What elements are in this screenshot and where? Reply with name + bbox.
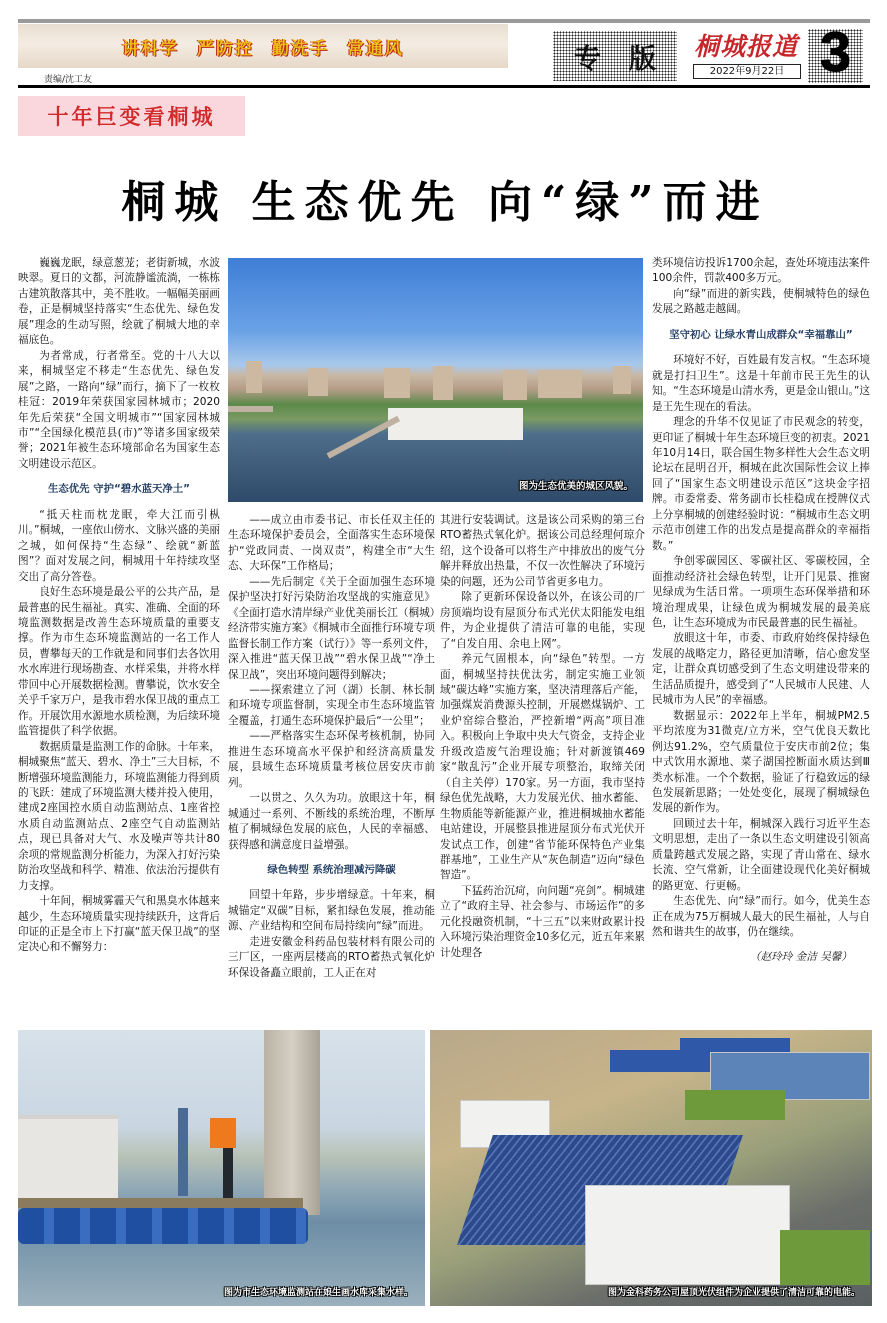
article-paragraph: 良好生态环境是最公平的公共产品，是最普惠的民生福祉。真实、准确、全面的环境监测数据是改善生态环境质量的重要支撑。作为市生态环境监测站的一名工作人员，曹攀每天的工作就是和同事们去各饮用水水库进行现场勘查、水样采集，并将水样带回中心开展数据检测。曹攀说，饮水安全关乎千家万户，是我市碧水保卫战的重点工作。开展饮用水源地水质检测，为后续环境监管提供了科学依据。 <box>18 586 220 738</box>
article-paragraph: ——先后制定《关于全面加强生态环境保护坚决打好污染防治攻坚战的实施意见》《全面打造水清岸绿产业优美丽长江（桐城）经济带实施方案》《桐城市全面推行环境专项监督长制工作方案（试行）》等一系列文件，深入推进“蓝天保卫战”“碧水保卫战”“净土保卫战”，突出环境问题得到解决； <box>228 575 435 681</box>
slogan-text: 讲科学 严防控 勤洗手 常通风 <box>122 38 404 59</box>
section-subheading: 生态优先 守护“碧水蓝天净土” <box>48 483 190 496</box>
author-byline: （赵玲玲 金洁 吴馨） <box>749 951 852 964</box>
article-paragraph: 十年间，桐城雾霾天气和黑臭水体越来越少，生态环境质量实现持续跃升，这背后印证的正是全市上下打赢“蓝天保卫战”的坚定决心和不懈努力： <box>18 895 220 954</box>
article-column-3 <box>440 513 645 961</box>
headline: 桐城 生态优先 向“绿”而进 <box>121 177 769 228</box>
article-paragraph: 为者常成，行者常至。党的十八大以来，桐城坚定不移走“生态优先、绿色发展”之路，一路向“绿”而行，摘下了一枚枚桂冠：2019年荣获国家园林城市；2020年先后荣获“全国文明城市”“国家园林城市”“全国绿化模范县(市)”等诸多国家级荣誉；2021年被生态环境部命名为国家生态文明建设示范区。 <box>18 349 220 470</box>
top-rule <box>18 19 870 23</box>
newspaper-logo: 桐城报道 <box>693 32 798 61</box>
article-paragraph: 养元气固根本，向“绿色”转型。一方面，桐城坚持扶优汰劣，制定实施工业领域“碳达峰”实施方案，坚决清理落后产能，加强煤炭消费源头控制，开展燃煤锅炉、工业炉窑综合整治，严控新增“两高”项目准入。积极向上争取中央大气资金，支持企业升级改造废气治理设施；针对新渡镇469家“散乱污”企业开展专项整治，取缔关闭（自主关停）170家。另一方面，我市坚持绿色优先战略，大力发展光伏、抽水蓄能、生物质能等新能源产业，推进桐城抽水蓄能电站建设，开展整县推进屋顶分布式光伏开发试点工作，创建“省节能环保特色产业集群基地”，工业生产从“灰色制造”迈向“绿色智造”。 <box>440 653 645 882</box>
city-photo <box>228 258 643 502</box>
article-paragraph: 一以贯之、久久为功。放眼这十年，桐城通过一系列、不断线的系统治理，不断厚植了桐城绿色发展的底色，人民的幸福感、获得感和满意度日益增强。 <box>228 792 435 851</box>
article-paragraph: 除了更新环保设备以外，在该公司的厂房顶端均设有屋顶分布式光伏太阳能发电组件，为企业提供了清洁可靠的电能，实现了“自发自用、余电上网”。 <box>440 591 645 650</box>
section-char-1: 专 <box>574 43 601 75</box>
article-paragraph: 下猛药治沉疴，向问题“亮剑”。桐城建立了“政府主导、社会参与、市场运作”的多元化投融资机制，“十三五”以来财政累计投入环境污染治理资金10多亿元，近五年来累计处理各 <box>440 884 645 959</box>
section-char-2: 版 <box>629 43 656 75</box>
water-sampling-photo <box>18 1030 425 1306</box>
section-subheading: 坚守初心 让绿水青山成群众“幸福靠山” <box>669 328 853 341</box>
page-number: 3 <box>819 20 852 83</box>
article-paragraph: 放眼这十年，市委、市政府始终保持绿色发展的战略定力，路径更加清晰，信心愈发坚定，让群众真切感受到了生态文明建设带来的生活品质提升，感受到了“人民城市人民建、人民城市为人民”的幸福感。 <box>652 632 870 707</box>
article-paragraph: ——探索建立了河（湖）长制、林长制和环境专项监督制，实现全市生态环境监管全覆盖，打通生态环境保护最后“一公里”； <box>228 683 435 727</box>
section-label <box>553 31 677 81</box>
article-column-2 <box>228 513 435 981</box>
factory-photo <box>430 1030 872 1306</box>
article-paragraph: 向“绿”而进的新实践，使桐城特色的绿色发展之路越走越阔。 <box>652 287 870 316</box>
article-paragraph: 数据质量是监测工作的命脉。十年来，桐城聚焦“蓝天、碧水、净土”三大目标，不断增强环境监测能力，环境监测能力得到质的飞跃：建成了环境监测大楼并投入使用，建成2座国控水质自动监测站点、1座省控水质自动监测站点、2座空气自动监测站点，现已具备对大气、水及噪声等共计80余项的常规监测分析能力，为深入打好污染防治攻坚战和科学、精准、依法治污提供有力支撑。 <box>18 740 220 892</box>
article-paragraph: “抵天柱而枕龙眠，牵大江而引枞川。”桐城，一座依山傍水、文脉兴盛的美丽之城，如何保持“生态绿”、绘就“新蓝图”？面对发展之问，桐城用十年持续攻坚交出了高分答卷。 <box>18 508 220 583</box>
article-paragraph: 生态优先、向“绿”而行。如今，优美生态正在成为75万桐城人最大的民生福祉，人与自然和谐共生的故事，仍在继续。 <box>652 895 870 939</box>
article-paragraph: 走进安徽金科药品包装材料有限公司的三厂区，一座两层楼高的RTO蓄热式氧化炉环保设备矗立眼前，工人正在对 <box>228 935 435 979</box>
article-paragraph: 回顾过去十年，桐城深入践行习近平生态文明思想，走出了一条以生态文明建设引领高质量跨越式发展之路，实现了青山常在、绿水长流、空气常新，让全面建设现代化美好桐城的路更宽、行更畅。 <box>652 817 870 892</box>
article-paragraph: 环境好不好，百姓最有发言权。“生态环境就是打扫卫生”。这是十年前市民王先生的认知。“生态环境是山清水秀，更是金山银山。”这是王先生现在的看法。 <box>652 354 870 413</box>
editor-credit: 责编/沈工友 <box>44 75 93 85</box>
article-paragraph: 其进行安装调试。这是该公司采购的第三台RTO蓄热式氧化炉。据该公司总经理何琼介绍，这个设备可以将生产中排放出的废气分解并释放出热量，不仅一次性解决了环境污染的问题，还为公司节省更多电力。 <box>440 514 645 588</box>
article-paragraph: ——严格落实生态环保考核机制，协同推进生态环境高水平保护和经济高质量发展，县域生态环境质量考核位居安庆市前列。 <box>228 730 435 789</box>
article-paragraph: 巍巍龙眠，绿意葱茏；老街新城，水波映翠。夏日的文都，河流静谧流淌，一栋栋古建筑散落其中，美不胜收。一幅幅美丽画卷，正是桐城坚持落实“生态优先、绿色发展”理念的生动写照，绘就了桐城大地的幸福底色。 <box>18 257 220 347</box>
column-tag: 十年巨变看桐城 <box>18 96 245 136</box>
article-column-1 <box>18 256 220 956</box>
city-photo-caption: 图为生态优美的城区风貌。 <box>518 481 633 492</box>
article-paragraph: 类环境信访投诉1700余起，查处环境违法案件100余件，罚款400多万元。 <box>652 257 870 285</box>
article-paragraph: ——成立由市委书记、市长任双主任的生态环境保护委员会，全面落实生态环境保护“党政同责、一岗双责”，构建全市“大生态、大环保”工作格局； <box>228 514 435 573</box>
water-photo-caption: 图为市生态环境监测站在娘生画水库采集水样。 <box>223 1288 413 1298</box>
section-subheading: 绿色转型 系统治理减污降碳 <box>267 863 396 876</box>
article-paragraph: 回望十年路，步步增绿意。十年来，桐城锚定“双碳”目标，紧扣绿色发展，推动能源、产业结构和空间布局持续向“绿”而进。 <box>228 889 435 933</box>
header-rule <box>18 85 870 88</box>
article-paragraph: 争创零碳园区、零碳社区、零碳校园，全面推动经济社会绿色转型，让开门见景、推窗见绿成为生活日常。一项项生态环保举措和环境治理成果，让绿色成为桐城发展的最美底色，让生态环境成为市民最普惠的民生福祉。 <box>652 555 870 629</box>
slogan-banner <box>18 24 508 68</box>
issue-date: 2022年9月22日 <box>693 64 801 79</box>
article-paragraph: 理念的升华不仅见证了市民观念的转变，更印证了桐城十年生态环境巨变的初衷。2021年10月14日，联合国生物多样性大会生态文明论坛在昆明召开，桐城在此次国际性会议上捧回了“国家生态文明建设示范区”这块金字招牌。市委常委、常务副市长桂稳成在授牌仪式上分享桐城的创建经验时说：“桐城市生态文明示范市创建工作的出发点是提高群众的幸福指数。” <box>652 416 870 552</box>
article-paragraph: 数据显示：2022年上半年，桐城PM2.5平均浓度为31微克/立方米，空气优良天数比例达91.2%，空气质量位于安庆市前2位；集中式饮用水源地、菜子湖国控断面水质达到Ⅲ类水标准。一个个数据，验证了行稳致远的绿色发展新思路；一处处变化，展现了桐城绿色发展的新作为。 <box>652 709 870 815</box>
factory-photo-caption: 图为金科药务公司屋顶光伏组件为企业提供了清洁可靠的电能。 <box>607 1288 860 1298</box>
article-column-4 <box>652 256 870 966</box>
